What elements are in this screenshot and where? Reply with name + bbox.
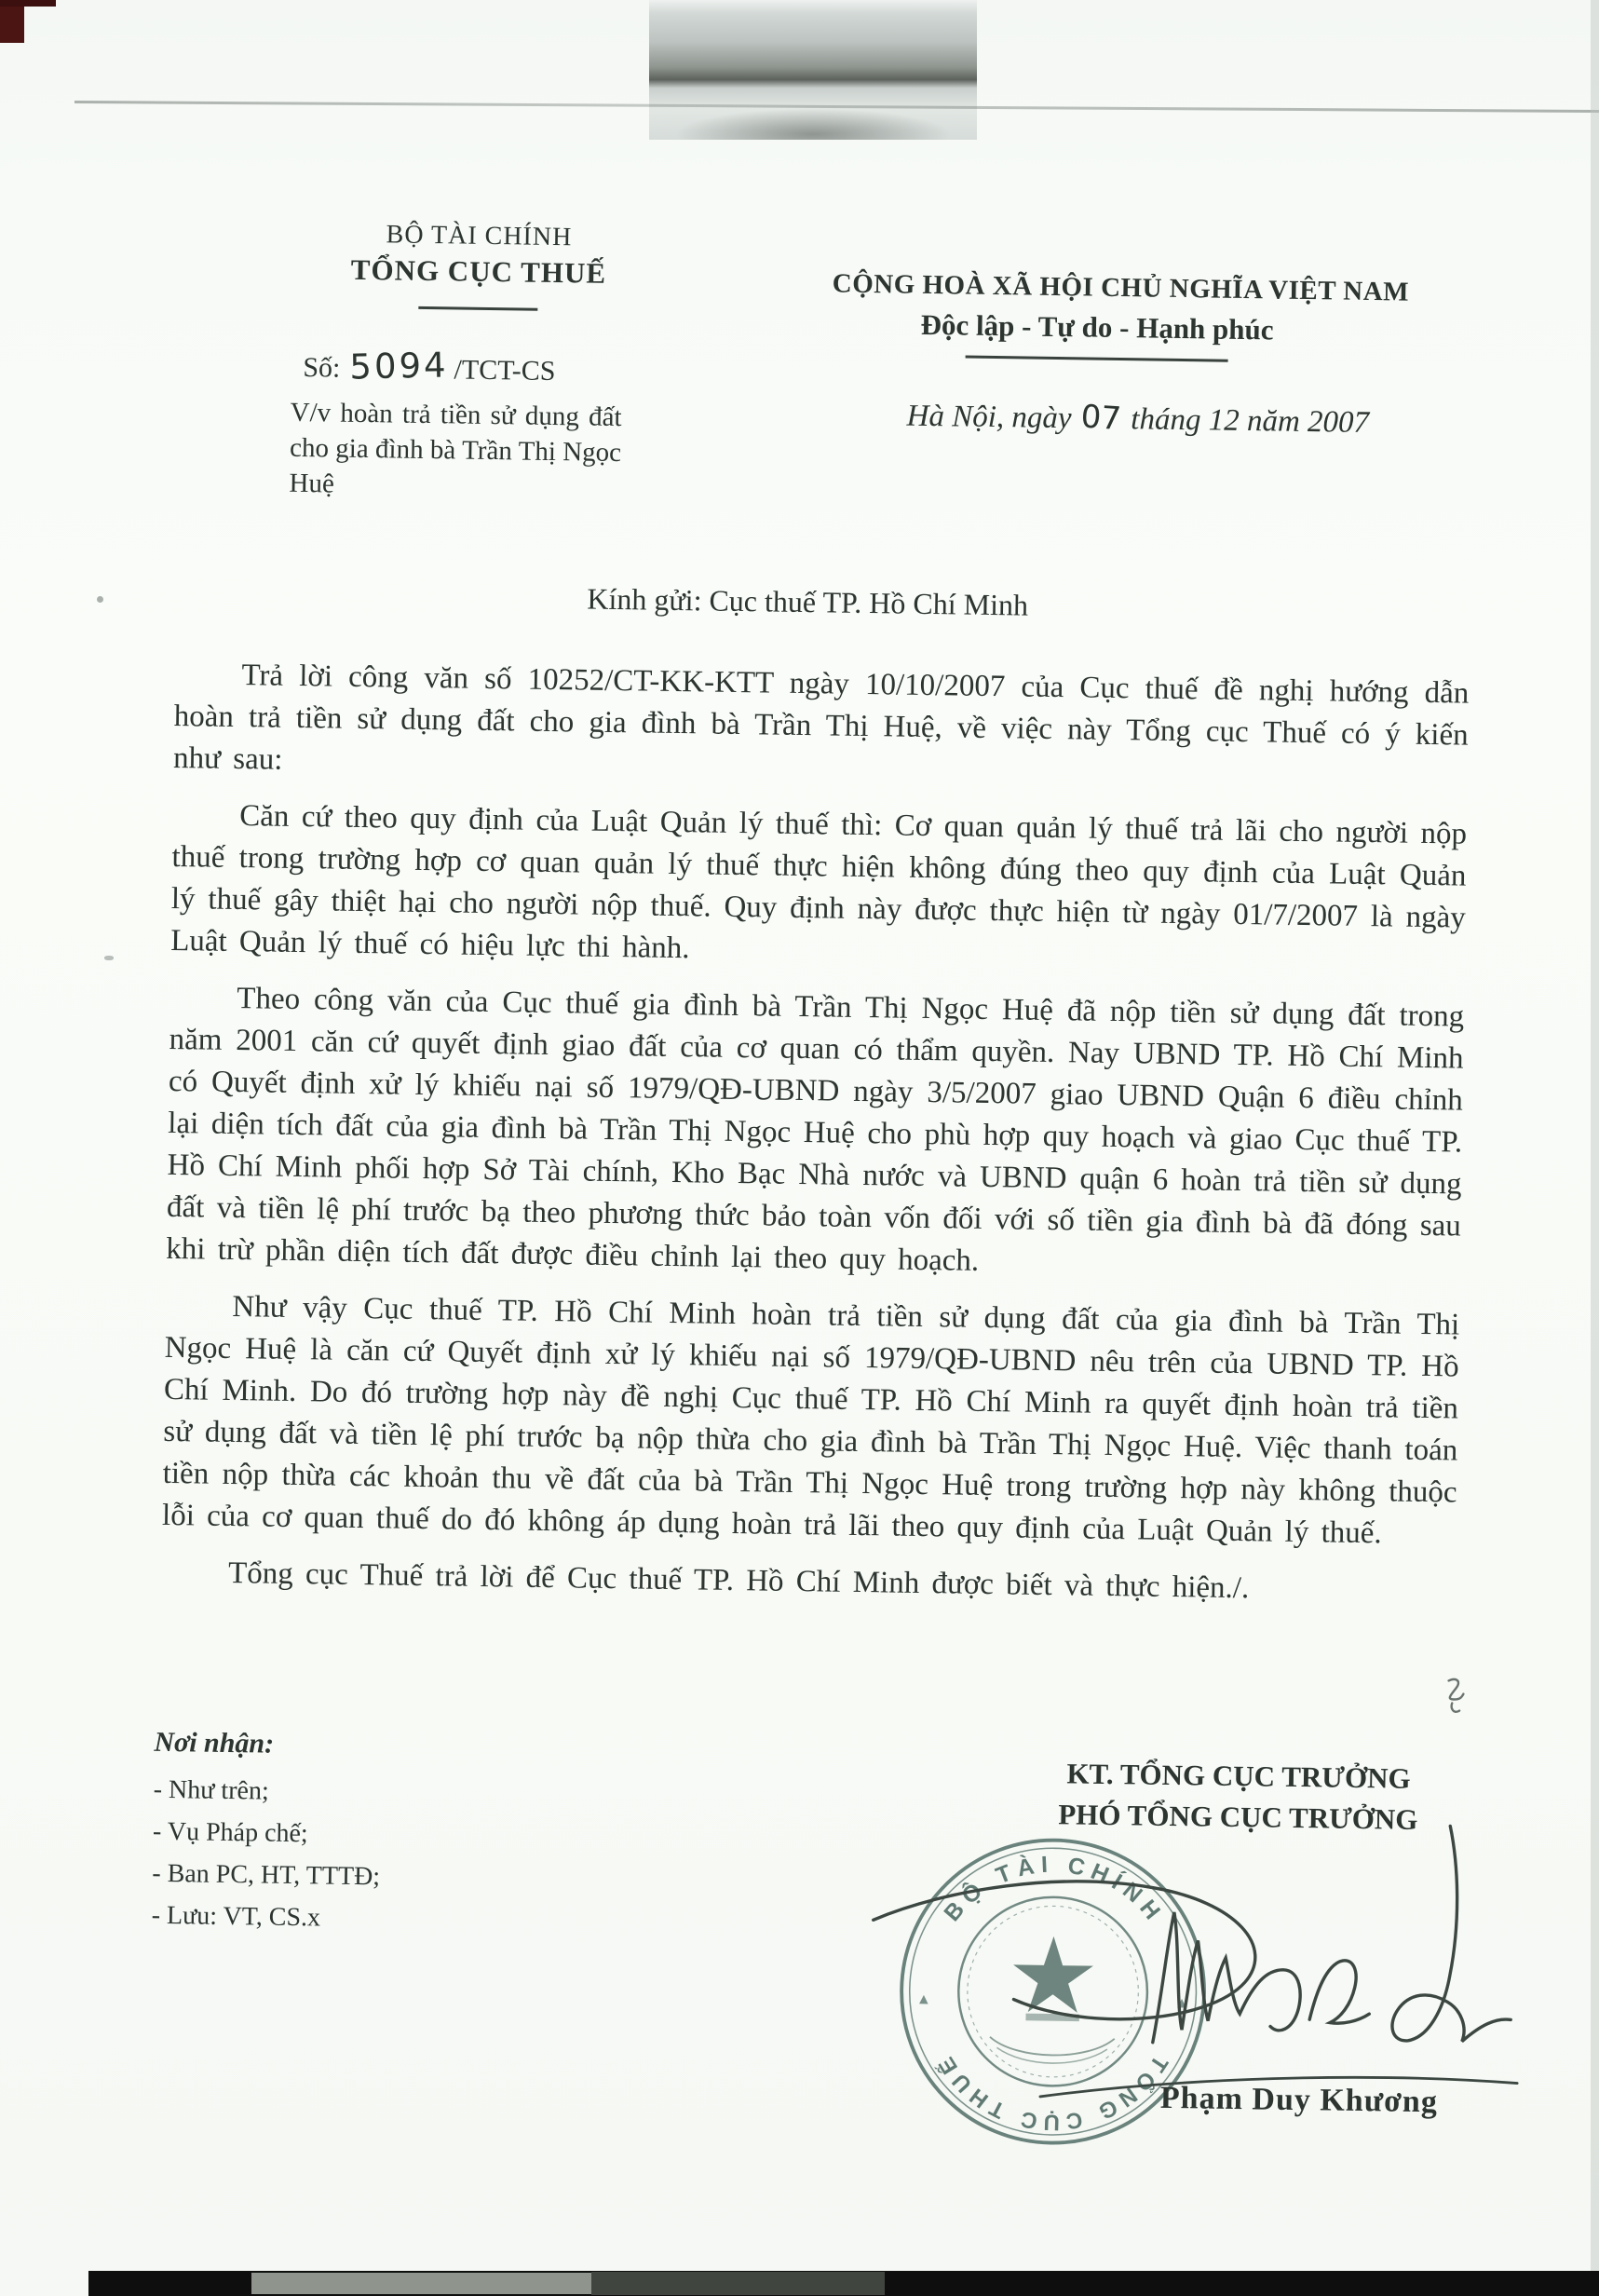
ministry-name: BỘ TÀI CHÍNH (386, 220, 573, 252)
signer-name: Phạm Duy Khương (1159, 2080, 1439, 2120)
national-header-block (832, 268, 1410, 363)
paragraph: Như vậy Cục thuế TP. Hồ Chí Minh hoàn trả tiền sử dụng đất của gia đình bà Trần Thị Ngọc Huệ là căn cứ Quyết định xử lý khiếu nại số 1979/QĐ-UBND nêu trên của UBND TP. Hồ Chí Minh. Do đó trường hợp này đề nghị Cục thuế TP. Hồ Chí Minh ra quyết định hoàn trả tiền sử dụng đất và tiền lệ phí trước bạ nộp thừa cho gia đình bà Trần Thị Ngọc Huệ. Việc thanh toán tiền nộp thừa các khoản thu về đất của bà Trần Thị Ngọc Huệ trong trường hợp này không thuộc lỗi của cơ quan thuế do đó không áp dụng hoàn trả lãi theo quy định của Luật Quản lý thuế. (161, 1289, 1460, 1551)
header-divider (418, 306, 537, 311)
national-motto: Độc lập - Tự do - Hạnh phúc (920, 307, 1274, 346)
issuing-agency-block (245, 218, 711, 313)
paragraph: Tổng cục Thuế trả lời để Cục thuế TP. Hồ Chí Minh được biết và thực hiện./. (227, 1556, 1250, 1606)
signer-title-2: PHÓ TỔNG CỤC TRƯỞNG (1058, 1798, 1418, 1836)
scan-bar-segment (591, 2272, 885, 2295)
signer-title-1: KT. TỔNG CỤC TRƯỞNG (1066, 1757, 1411, 1795)
handwritten-mark (1441, 1675, 1470, 1716)
distribution-item: - Ban PC, HT, TTTĐ; (152, 1858, 381, 1892)
country-title: CỘNG HOÀ XÃ HỘI CHỦ NGHĨA VIỆT NAM (832, 268, 1410, 307)
number-label: Số: (303, 352, 341, 384)
distribution-label: Nơi nhận: (154, 1726, 275, 1759)
paragraph: Trả lời công văn số 10252/CT-KK-KTT ngày 10/10/2007 của Cục thuế đề nghị hướng dẫn hoàn trả tiền sử dụng đất cho gia đình bà Trần Thị Huệ, về việc này Tổng cục Thuế có ý kiến như sau: (172, 659, 1470, 777)
letter-body (161, 654, 1470, 1628)
date-prefix: Hà Nội, ngày (906, 399, 1072, 436)
handwritten-day: 07 (1079, 398, 1123, 439)
subject-line: V/v hoàn trả tiền sử dụng đất cho gia đình bà Trần Thị Ngọc Huệ (289, 397, 622, 499)
seal-bottom-text: TỔNG CỤC THUẾ (930, 2047, 1173, 2135)
date-suffix: tháng 12 năm 2007 (1131, 402, 1370, 440)
distribution-block (151, 1721, 382, 1940)
document-number-line (303, 345, 556, 388)
recipient-line: Kính gửi: Cục thuế TP. Hồ Chí Minh (587, 581, 1029, 622)
signature (841, 1794, 1536, 2195)
paragraph: Căn cứ theo quy định của Luật Quản lý thuế thì: Cơ quan quản lý thuế trả lãi cho người nộp thuế trong trường hợp cơ quan quản lý thuế thực hiện không đúng theo quy định của Luật Quản lý thuế gây thiệt hại cho người nộp thuế. Quy định này được thực hiện từ ngày 01/7/2007 là ngày Luật Quản lý thuế có hiệu lực thi hành. (169, 799, 1468, 966)
motto-divider (966, 356, 1228, 362)
distribution-item: - Như trên; (153, 1774, 269, 1806)
distribution-item: - Lưu: VT, CS.x (151, 1900, 321, 1933)
seal-top-text: BỘ TÀI CHÍNH (940, 1852, 1169, 1930)
place-date-line (906, 397, 1484, 442)
handwritten-number: 5094 (349, 345, 450, 387)
paragraph: Theo công văn của Cục thuế gia đình bà Trần Thị Ngọc Huệ đã nộp tiền sử dụng đất trong năm 2001 căn cứ quyết định giao đất của cơ quan có thẩm quyền. Nay UBND TP. Hồ Chí Minh có Quyết định xử lý khiếu nại số 1979/QĐ-UBND ngày 3/5/2007 giao UBND Quận 6 điều chỉnh lại diện tích đất của gia đình bà Trần Thị Ngọc Huệ cho phù hợp quy hoạch và giao Cục thuế TP. Hồ Chí Minh phối hợp Sở Tài chính, Kho Bạc Nhà nước và UBND quận 6 hoàn trả tiền sử dụng đất và tiền lệ phí trước bạ theo phương thức bảo toàn vốn đối với số tiền gia đình bà đã đóng sau khi trừ phần diện tích đất được điều chỉnh lại theo quy hoạch. (166, 982, 1465, 1278)
scan-bottom-bar (88, 2271, 1599, 2296)
number-suffix: /TCT-CS (454, 354, 556, 387)
scan-bar-segment (251, 2273, 591, 2294)
distribution-item: - Vụ Pháp chế; (152, 1816, 308, 1849)
department-name: TỔNG CỤC THUẾ (350, 252, 607, 290)
